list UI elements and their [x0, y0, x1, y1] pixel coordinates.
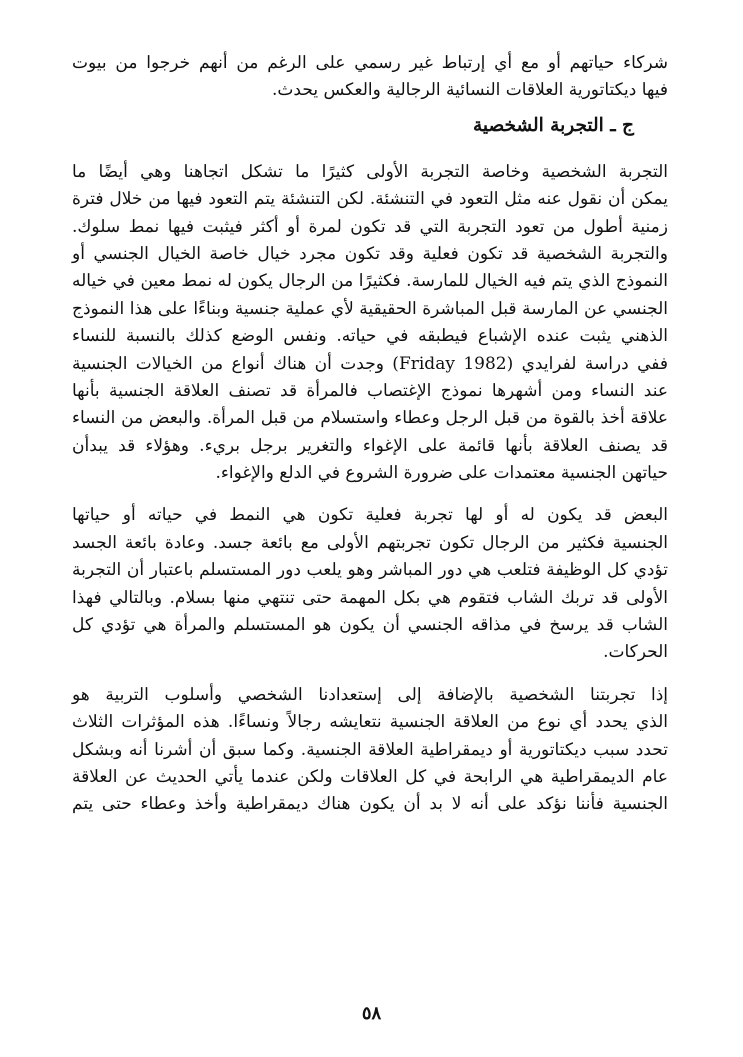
text-line: عام الديمقراطية هي الرابحة في كل العلاقات ولكن عندما يأتي الحديث عن العلاقة [72, 766, 668, 787]
text-line: الذهني يثبت عنده الإشباع فيطبقه في حياته. ونفس الوضع كذلك بالنسبة للنساء [72, 326, 668, 347]
paragraph-conclusion [72, 682, 668, 819]
intro-paragraph [72, 50, 668, 105]
text-line: الأولى قد تربك الشاب فتقوم هي بكل المهمة حتى تنتهي منها بسلام. وبالتالي فهذا [72, 587, 668, 608]
paragraph-spacer [72, 667, 668, 682]
text-line: التجربة الشخصية وخاصة التجربة الأولى كثيرًا ما تشكل اتجاهنا وهي أيضًا ما [72, 161, 668, 182]
text-line: إذا تجربتنا الشخصية بالإضافة إلى إستعدادنا الشخصي وأسلوب التربية هو [72, 684, 668, 705]
text-line: عند النساء ومن أشهرها نموذج الإغتصاب فالمرأة قد تصنف العلاقة الجنسية بأنها [72, 380, 668, 401]
text-line: الجنسية فأننا نؤكد على أنه لا بد أن يكون هناك ديمقراطية وأخذ وعطاء حتى يتم [72, 794, 668, 815]
text-line: تحدد سبب ديكتاتورية أو ديمقراطية العلاقة الجنسية. وكما سبق أن أشرنا أنه وبشكل [72, 739, 668, 760]
text-line: قد يصنف العلاقة بأنها قائمة على الإغواء والتغرير برجل بريء. وهؤلاء قد يبدأن [72, 435, 668, 456]
page-number: ٥٨ [361, 1003, 382, 1024]
text-line: النموذج الذي يتم فيه الخيال للمارسة. فكثيرًا من الرجال يكون له نمط معين في خياله [72, 271, 668, 292]
text-line: الحركات. [603, 642, 668, 663]
text-line: الذي يحدد أي نوع من العلاقة الجنسية نتعايشه رجالاً ونساءًا. هذه المؤثرات الثلاث [72, 712, 668, 733]
text-line: الجنسية فكثير من الرجال تكون تجربتهم الأولى مع بائعة جسد. وعادة بائعة الجسد [72, 532, 668, 553]
text-line: فيها ديكتاتورية العلاقات النسائية الرجالية والعكس يحدث. [272, 80, 668, 101]
text-line: ففي دراسة لفرايدي (Friday 1982) وجدت أن هناك أنواع من الخيالات الجنسية [72, 353, 668, 374]
paragraph-first-experience [72, 502, 668, 666]
text-line: الشاب قد يرسخ في مذاقه الجنسي أن يكون هو المستسلم والمرأة هي تؤدي كل [72, 615, 668, 636]
section-heading: ج ـ التجربة الشخصية [472, 114, 634, 136]
text-line: شركاء حياتهم أو مع أي إرتباط غير رسمي على الرغم من أنهم خرجوا من بيوت [72, 53, 668, 73]
text-line: الجنسي عن المارسة قبل المباشرة الحقيقية لأي عملية جنسية وبناءًا على هذا النموذج [72, 298, 668, 319]
paragraph-spacer [72, 487, 668, 502]
text-line: علاقة أخذ بالقوة من قبل الرجل وعطاء واستسلام من قبل المرأة. والبعض من النساء [72, 408, 668, 429]
text-line: زمنية أطول من تعود التجربة التي قد تكون لمرة أو أكثر فيثبت فيها نمط سلوك. [72, 216, 668, 237]
paragraph-personal-experience [72, 159, 668, 488]
text-line: يمكن أن نقول عنه مثل التعود في التنشئة. لكن التنشئة يتم التعود فيها من خلال فترة [72, 189, 668, 210]
text-line: البعض قد يكون له أو لها تجربة فعلية تكون هي النمط في حياته أو حياتها [72, 505, 668, 526]
text-line: والتجربة الشخصية قد تكون فعلية وقد تكون مجرد خيال خاصة الخيال الجنسي أو [72, 243, 668, 264]
text-line: تؤدي كل الوظيفة فتلعب هي دور المباشر وهو يلعب دور المستسلم باعتبار أن التجربة [72, 560, 668, 581]
text-line: حياتهن الجنسية معتمدات على ضرورة الشروع في الدلع والإغواء. [215, 463, 668, 484]
book-page [72, 50, 668, 1057]
